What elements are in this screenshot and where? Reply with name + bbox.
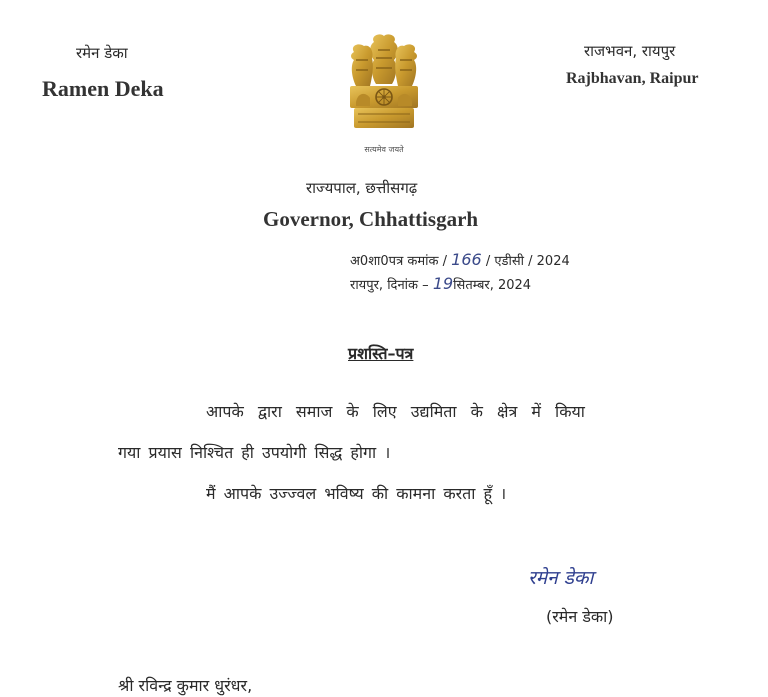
- date-suffix: सितम्बर, 2024: [453, 278, 532, 293]
- reference-number-handwritten: 166: [451, 250, 482, 269]
- recipient-name: श्री रविन्द्र कुमार धुरंधर,: [118, 676, 253, 695]
- place-english: Rajbhavan, Raipur: [566, 70, 699, 87]
- designation-hindi: राज्यपाल, छत्तीसगढ़: [306, 179, 418, 197]
- body-line-3: मैं आपके उज्ज्वल भविष्य की कामना करता हूँ ।: [206, 484, 507, 503]
- body-line-1: आपके द्वारा समाज के लिए उद्यमिता के क्षेत्र में किया: [206, 402, 585, 421]
- certificate-title: प्रशस्ति–पत्र: [348, 344, 414, 363]
- date-day-handwritten: 19: [432, 274, 454, 293]
- sender-name-hindi: रमेन डेका: [76, 44, 128, 62]
- reference-prefix: अ0शा0पत्र कमांक /: [350, 254, 447, 269]
- sender-name-english: Ramen Deka: [42, 76, 164, 101]
- reference-number: [350, 250, 570, 269]
- date-prefix: रायपुर, दिनांक –: [350, 278, 429, 293]
- place-hindi: राजभवन, रायपुर: [584, 42, 676, 60]
- handwritten-signature: रमेन डेका: [528, 567, 594, 589]
- signatory-name: (रमेन डेका): [546, 607, 614, 626]
- state-emblem-icon: [340, 30, 428, 162]
- body-line-2: गया प्रयास निश्चित ही उपयोगी सिद्ध होगा ।: [118, 443, 391, 462]
- designation-english: Governor, Chhattisgarh: [263, 207, 479, 231]
- reference-suffix: / एडीसी / 2024: [485, 254, 570, 269]
- letter-date: [350, 274, 531, 293]
- svg-text:सत्यमेव जयते: सत्यमेव जयते: [364, 145, 404, 154]
